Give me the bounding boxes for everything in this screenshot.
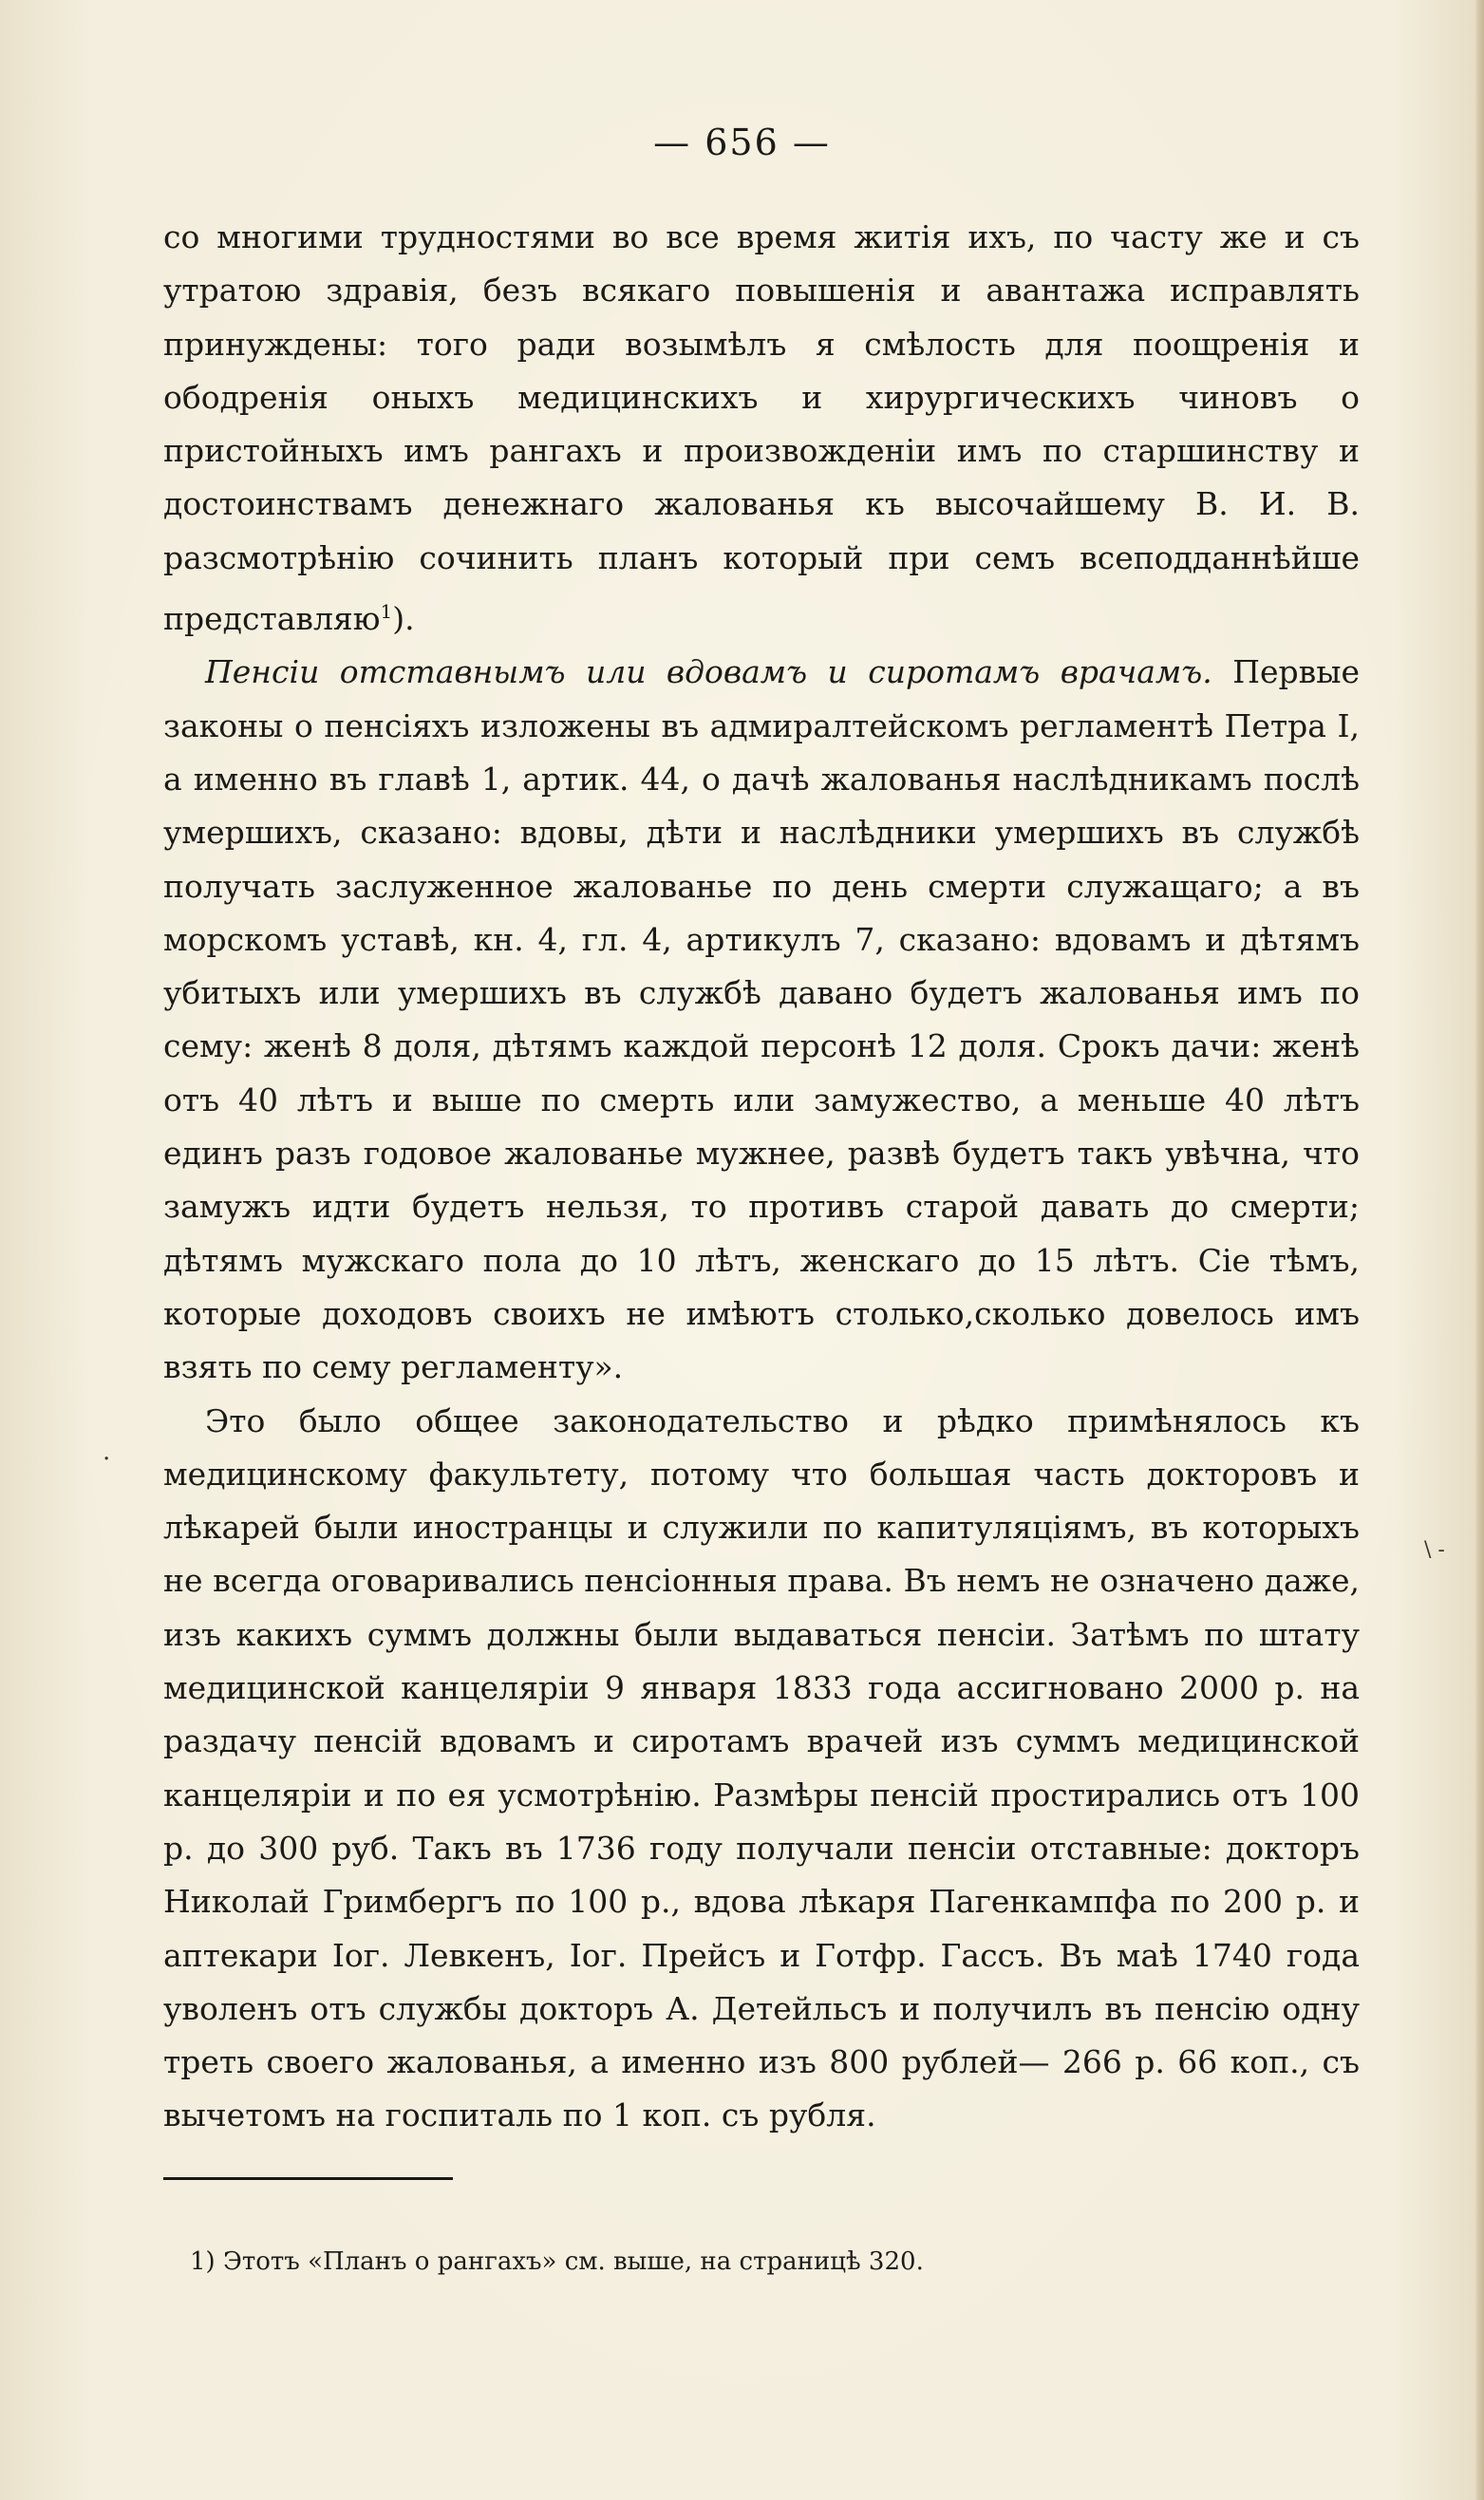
margin-mark: \ - [1424,1538,1445,1562]
paragraph-2 [163,646,1360,1394]
page-number: — 656 — [653,122,831,163]
section-heading: Пенсіи отставнымъ или вдовамъ и сиротамъ врачамъ. [205,653,1212,691]
footnote-rule [163,2177,453,2180]
paragraph-1-text: со многими трудностями во все время житія ихъ, по часту же и съ утратою здравія, безъ всякаго повышенія и авантажа исправлять принуждены: того ради возымѣлъ я смѣлость для поощренія и ободренія оныхъ медицинскихъ и хирургическихъ чиновъ о пристойныхъ имъ рангахъ и произвожденіи имъ по старшинству и достоинствамъ денежнаго жалованья къ высочайшему В. И. В. разсмотрѣнію сочинить планъ который при семъ всеподданнѣйше представляю [163,218,1360,638]
footnote-reference: 1 [380,600,393,624]
page-edge [1475,0,1484,2500]
body-text [163,211,1360,2143]
footnote: 1) Этотъ «Планъ о рангахъ» см. выше, на страницѣ 320. [190,2247,924,2276]
paragraph-1-end: ). [392,600,415,638]
paragraph-2-text: Первые законы о пенсіяхъ изложены въ адмиралтейскомъ регламентѣ Петра I, а именно въ главѣ 1, артик. 44, о дачѣ жалованья наслѣдникамъ послѣ умершихъ, сказано: вдовы, дѣти и наслѣдники умершихъ въ службѣ получать заслуженное жалованье по день смерти служащаго; а въ морскомъ уставѣ, кн. 4, гл. 4, артикулъ 7, сказано: вдовамъ и дѣтямъ убитыхъ или умершихъ въ службѣ давано будетъ жалованья имъ по сему: женѣ 8 доля, дѣтямъ каждой персонѣ 12 доля. Срокъ дачи: женѣ отъ 40 лѣтъ и выше по смерть или замужество, а меньше 40 лѣтъ единъ разъ годовое жалованье мужнее, развѣ будетъ такъ увѣчна, что замужъ идти будетъ нельзя, то противъ старой давать до смерти; дѣтямъ мужскаго пола до 10 лѣтъ, женскаго до 15 лѣтъ. Сіе тѣмъ, которые доходовъ своихъ не имѣютъ столько,сколько довелось имъ взять по сему регламенту». [163,653,1361,1386]
paragraph-1 [163,211,1360,646]
margin-dot: . [103,1438,111,1466]
paragraph-3: Это было общее законодательство и рѣдко примѣнялось къ медицинскому факультету, потому что большая часть докторовъ и лѣкарей были иностранцы и служили по капитуляціямъ, въ которыхъ не всегда оговаривались пенсіонныя права. Въ немъ не означено даже, изъ какихъ суммъ должны были выдаваться пенсіи. Затѣмъ по штату медицинской канцеляріи 9 января 1833 года ассигновано 2000 р. на раздачу пенсій вдовамъ и сиротамъ врачей изъ суммъ медицинской канцеляріи и по ея усмотрѣнію. Размѣры пенсій простирались отъ 100 р. до 300 руб. Такъ въ 1736 году получали пенсіи отставные: докторъ Николай Гримбергъ по 100 р., вдова лѣкаря Пагенкампфа по 200 р. и аптекари Іог. Левкенъ, Іог. Прейсъ и Готфр. Гассъ. Въ маѣ 1740 года уволенъ отъ службы докторъ А. Детейльсъ и получилъ въ пенсію одну треть своего жалованья, а именно изъ 800 рублей— 266 р. 66 коп., съ вычетомъ на госпиталь по 1 коп. съ рубля. [163,1401,1360,2134]
